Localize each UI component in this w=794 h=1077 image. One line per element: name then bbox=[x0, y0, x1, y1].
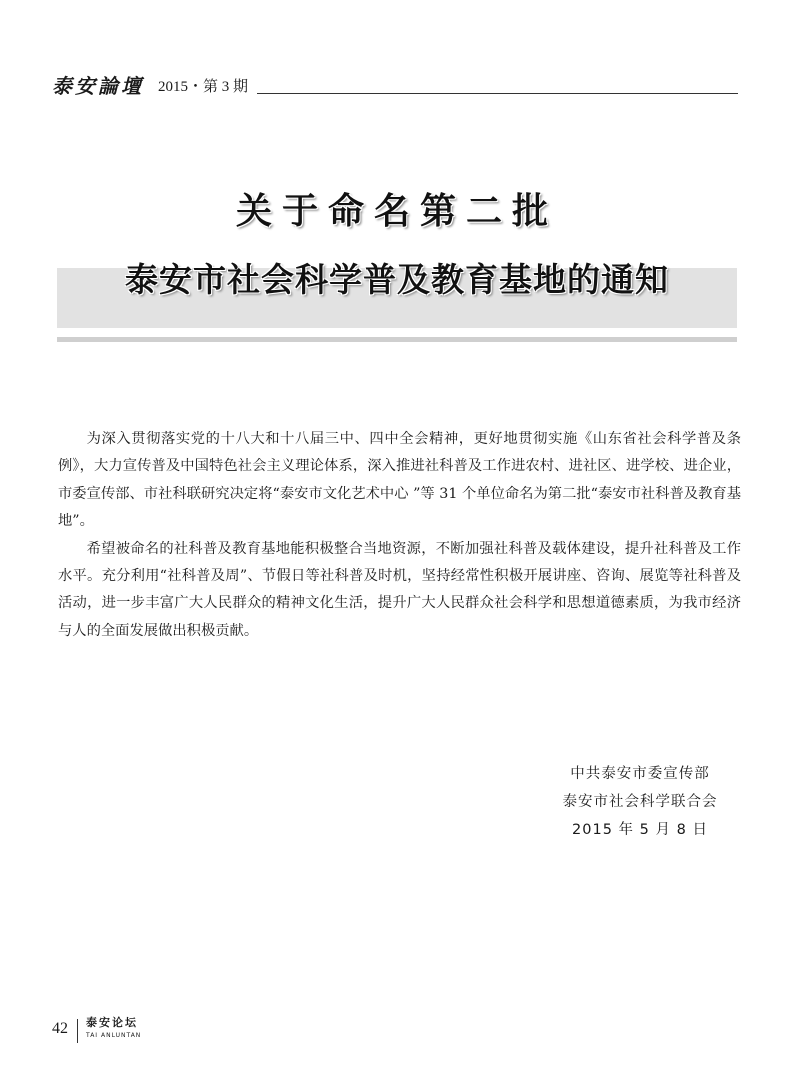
footer-journal-name: 泰安论坛 bbox=[86, 1016, 138, 1029]
signature-block bbox=[540, 760, 740, 844]
footer-separator bbox=[77, 1019, 78, 1043]
signature-org-2: 泰安市社会科学联合会 bbox=[562, 794, 718, 810]
journal-name: 泰安論壇 bbox=[52, 74, 144, 98]
title-rule bbox=[57, 337, 737, 342]
paragraph-1: 为深入贯彻落实党的十八大和十八届三中、四中全会精神，更好地贯彻实施《山东省社会科学普及条例》，大力宣传普及中国特色社会主义理论体系，深入推进社科普及工作进农村、进社区、进学校、进企业，市委宣传部、市社科联研究决定将“泰安市文化艺术中心 ”等 31 个单位命名为第二批“泰安市社科普及教育基地”。 bbox=[58, 431, 741, 530]
header-rule bbox=[257, 93, 738, 94]
page-number: 42 bbox=[52, 1020, 68, 1037]
issue-label: 2015・第 3 期 bbox=[158, 79, 249, 95]
signature-org-1: 中共泰安市委宣传部 bbox=[570, 766, 710, 782]
body-text bbox=[58, 426, 741, 645]
title-line-1: 关于命名第二批 bbox=[235, 191, 558, 232]
footer-journal-pinyin: TAI ANLUNTAN bbox=[86, 1032, 142, 1039]
running-header bbox=[52, 74, 738, 98]
signature-date: 2015 年 5 月 8 日 bbox=[572, 822, 708, 838]
title-line-2: 泰安市社会科学普及教育基地的通知 bbox=[125, 260, 669, 299]
paragraph-2: 希望被命名的社科普及教育基地能积极整合当地资源，不断加强社科普及载体建设，提升社科普及工作水平。充分利用“社科普及周”、节假日等社科普及时机，坚持经常性积极开展讲座、咨询、展览等社科普及活动，进一步丰富广大人民群众的精神文化生活，提升广大人民群众社会科学和思想道德素质，为我市经济与人的全面发展做出积极贡献。 bbox=[58, 540, 741, 639]
